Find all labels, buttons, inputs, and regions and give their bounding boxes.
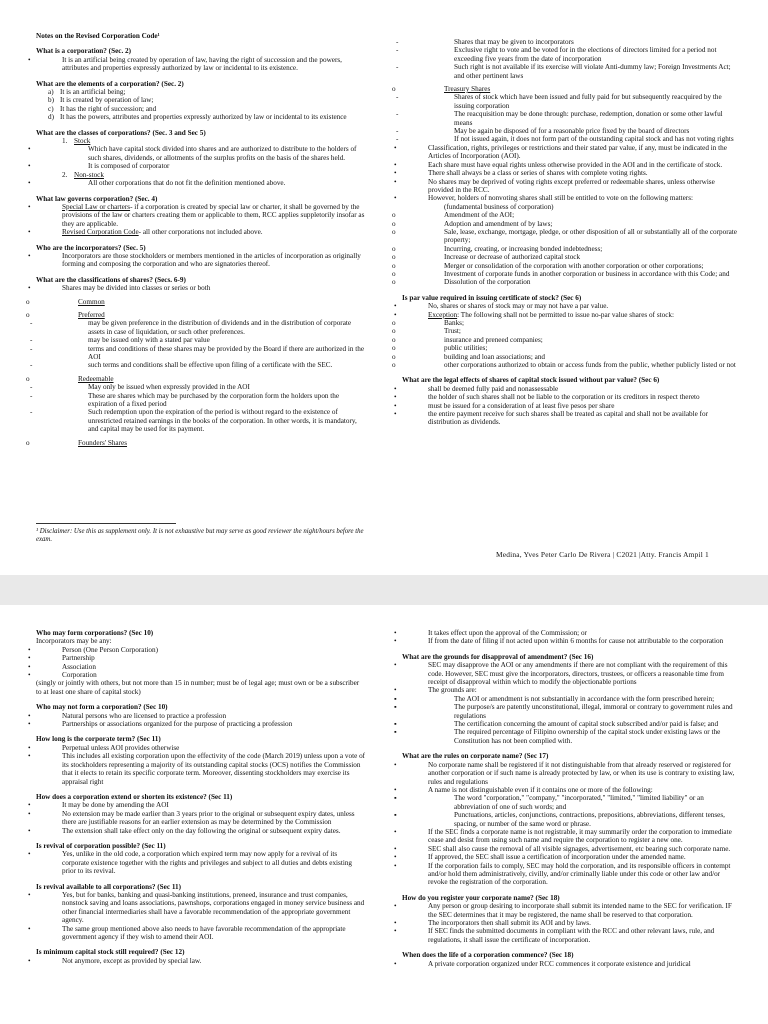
bullet-item (402, 845, 738, 853)
bullet-item (402, 786, 738, 794)
question-heading (402, 376, 738, 384)
bullet-item (402, 410, 738, 427)
line-text: Trust; (444, 327, 461, 336)
question-heading (36, 842, 366, 850)
line-text: What are the classes of corporations? (Sec. 3 and Sec 5) (36, 128, 206, 137)
line-text: Such redemption upon the expiration of the period is without regard to the existence of unrestricted retained earnings in the books of the corporation. In other words, it is mandatory, and capital may be used for its payment. (88, 408, 357, 434)
bullet-item (402, 402, 738, 410)
bullet-item (402, 302, 738, 310)
line-text: Incurring, creating, or increasing bonded indebtedness; (444, 244, 603, 253)
item-number: a) (48, 88, 54, 97)
bullet-item (402, 761, 738, 786)
bullet-item (36, 720, 366, 728)
line-text: Natural persons who are licensed to practice a profession (62, 711, 227, 720)
line-text: The incorporators then shall submit its AOI and by laws. (428, 919, 591, 927)
line-text: If from the date of filing if not acted upon within 6 months for cause not attributable to the corporation (428, 637, 724, 646)
line-text: If approved, the SEC shall issue a certification of incorporation under the amended name. (428, 853, 686, 862)
bullet-item (402, 311, 738, 319)
line-text: What law governs corporation? (Sec. 4) (36, 194, 158, 203)
dash-item (402, 38, 738, 46)
bullet-item (402, 862, 738, 887)
square-item (402, 811, 738, 828)
circle-item (402, 220, 738, 228)
line-text: such terms and conditions shall be effective upon filing of a certificate with the SEC. (88, 361, 333, 370)
item-number: 2. (62, 170, 68, 179)
line-text: Sale, lease, exchange, mortgage, pledge, or other disposition of all or substantially all of the corporate property; (444, 227, 737, 245)
line-text: Partnership (62, 654, 95, 663)
line-text: Person (One Person Corporation) (62, 645, 159, 654)
line-text: Who are the incorporators? (Sec. 5) (36, 243, 146, 252)
line-text: Exclusive right to vote and be voted for in the elections of directors limited for a period not exceeding five years from the date of incorporation (454, 46, 717, 63)
line-text: Treasury Shares (444, 85, 491, 94)
circle-item (402, 327, 738, 335)
bullet-item (36, 744, 366, 752)
line-text: The AOI or amendment is not substantially in accordance with the form prescribed herein; (454, 694, 715, 703)
line-text: The word "corporation," "company," "incorporated," "limited," "limited liability" or an abbreviation of one of such words; and (454, 794, 704, 811)
line-text: building and loan associations; and (444, 352, 546, 361)
underlined-term: Exception (428, 310, 458, 319)
bullet-item (402, 902, 738, 919)
line-text: How do you register your corporate name? (Sec 18) (402, 893, 560, 902)
item-number: 1. (62, 137, 68, 146)
share-class-heading (36, 375, 366, 383)
line-text: What are the rules on corporate name? (Sec 17) (402, 752, 549, 761)
bullet-item (36, 925, 366, 942)
question-heading (36, 948, 366, 956)
line-text: Partnerships or associations organized for the purpose of practicing a profession (62, 720, 293, 729)
circle-item (402, 228, 738, 245)
line-text: the holder of such shares shall not be liable to the corporation or its creditors in respect thereto (428, 393, 700, 402)
bullet-item (402, 686, 738, 694)
bullet-item (36, 252, 366, 269)
circle-item (402, 344, 738, 352)
question-heading (36, 129, 366, 137)
line-text: SEC shall also cause the removal of all visible signages, advertisement, etc bearing such corporate name. (428, 844, 731, 853)
line-text: A private corporation organized under RCC commences it corporate existence and juridical (428, 959, 691, 968)
numbered-item (36, 171, 366, 179)
paragraph (36, 679, 366, 696)
bullet-item (402, 637, 738, 645)
share-class-heading (36, 311, 366, 319)
page-2-right-column (402, 629, 738, 968)
line-text: It may be done by amending the AOI (62, 801, 169, 810)
bullet-item (36, 228, 366, 236)
line-text: SEC may disapprove the AOI or any amendments if there are not compliant with the requirement of this code. However, SEC must give the incorporators, directors, trustees, or officers a reasonable time from receipt of disapproval within which to modify the objectionable portions (428, 661, 728, 687)
circle-item (402, 361, 738, 369)
line-text: The grounds are: (428, 686, 477, 695)
line-text: the entire payment receive for such shares shall be treated as capital and shall not be available for distribution as dividends. (428, 410, 708, 427)
bullet-item (36, 810, 366, 827)
line-text: public utilities; (444, 344, 488, 353)
line-text: Dissolution of the corporation (444, 278, 531, 287)
line-text: Merger or consolidation of the corporation with another corporation or other corporations; (444, 261, 704, 270)
line-text: (fundamental business of corporation) (444, 202, 554, 211)
sub-bullet-item (36, 179, 366, 187)
dash-item (402, 46, 738, 63)
dash-item (402, 110, 738, 127)
question-heading (402, 951, 738, 959)
circle-item (402, 245, 738, 253)
question-heading (36, 883, 366, 891)
line-text: Is minimum capital stock still required? (Sec 12) (36, 948, 185, 957)
line-text: What are the classifications of shares? (Secs. 6-9) (36, 275, 186, 284)
line-text: Each share must have equal rights unless otherwise provided in the AOI and in the certificate of stock. (428, 160, 723, 169)
line-text: It has the powers, attributes and properties expressly authorized by law or incidental to its existence (60, 113, 347, 122)
line-text: No corporate name shall be registered if it not distinguishable from that already reserved or registered for another corporation or if such name is already protected by law, or when its use is contrary to existing law, rules and regulations (428, 760, 735, 786)
line-text: If SEC finds the submitted documents in compliant with the RCC and other relevant laws, rule, and regulations, it shall issue the certificate of incorporation. (428, 927, 715, 944)
line-text: Any person or group desiring to incorporate shall submit its intended name to the SEC for verification. IF the SEC determines that it may be registered, the name shall be reserved to that corporation. (428, 902, 732, 919)
line-text: shall be deemed fully paid and nonassessable (428, 384, 559, 393)
square-item (402, 703, 738, 720)
circle-item (402, 319, 738, 327)
bullet-item (402, 161, 738, 169)
bullet-item (402, 927, 738, 944)
line-text: Perpetual unless AOI provides otherwise (62, 743, 180, 752)
bullet-item (402, 960, 738, 968)
line-text: Shares of stock which have been issued and fully paid for but subsequently reacquired by the issuing corporation (454, 93, 722, 110)
line-text: Incorporators are those stockholders or members mentioned in the articles of incorporation as originally forming and composing the corporation and who are signatories thereof. (62, 251, 361, 269)
line-text: It takes effect upon the approval of the Commission; or (428, 629, 587, 637)
numbered-item (36, 105, 366, 113)
bullet-item (36, 203, 366, 228)
share-class-heading (36, 439, 366, 447)
paragraph (36, 637, 366, 645)
circle-item (402, 211, 738, 219)
bullet-item (36, 663, 366, 671)
question-heading (36, 703, 366, 711)
line-text: other corporations authorized to obtain or access funds from the public, whether publicly listed or not (444, 361, 736, 370)
question-heading (402, 653, 738, 661)
question-heading (36, 629, 366, 637)
question-heading (36, 195, 366, 203)
line-text: must be issued for a consideration of at least five pesos per share (428, 401, 615, 410)
circle-item (402, 336, 738, 344)
line-text: Shares may be divided into classes or series or both (62, 284, 211, 293)
circle-item (402, 253, 738, 261)
line-text: Who may not form a corporation? (Sec 10) (36, 703, 168, 712)
question-heading (402, 894, 738, 902)
line-text: may be given preference in the distribution of dividends and in the distribution of corporate assets in case of liquidation, or such other preferences. (88, 319, 352, 336)
bullet-item (402, 385, 738, 393)
line-text: May only be issued when expressly provided in the AOI (88, 383, 250, 392)
underlined-term: Special Law or charters (62, 202, 131, 211)
question-heading (402, 752, 738, 760)
bullet-item (402, 661, 738, 686)
line-text: Such right is not available if its exercise will violate Anti-dummy law; Foreign Investments Act; and other pertinent laws (454, 63, 731, 80)
sub-bullet-item (36, 145, 366, 162)
line-text: No shares may be deprived of voting rights except preferred or redeemable shares, unless otherwise provided in the RCC. (428, 177, 715, 194)
line-text: Adoption and amendment of by laws; (444, 219, 553, 228)
line-text: How does a corporation extend or shorten its existence? (Sec 11) (36, 792, 233, 801)
numbered-item (36, 88, 366, 96)
dash-item (36, 336, 366, 344)
line-text: If the SEC finds a corporate name is not registrable, it may summarily order the corporation to immediate cease and desist from using such name and require the corporation to register a new one. (428, 827, 732, 845)
bullet-item (402, 629, 738, 637)
line-text: Is revival available to all corporations? (Sec 11) (36, 882, 182, 891)
line-text: It has the right of succession; and (60, 104, 157, 113)
bullet-item (36, 671, 366, 679)
bullet-item (402, 828, 738, 845)
dash-item (36, 383, 366, 391)
footnote: ¹ Disclaimer: Use this as supplement only. It is not exhaustive but may serve as good reviewer the night/hours before the exam. (36, 528, 364, 543)
line-text: There shall always be a class or series of shares with complete voting rights. (428, 169, 648, 178)
dash-item (402, 135, 738, 143)
numbered-item (36, 137, 366, 145)
line-text: Which have capital stock divided into shares and are authorized to distribute to the holders of such shares, dividends, or allotments of the surplus profits on the basis of the shares held. (88, 145, 357, 162)
bullet-item (36, 801, 366, 809)
question-heading (36, 276, 366, 284)
line-text: Is revival of corporation possible? (Sec 11) (36, 841, 166, 850)
share-class-heading (402, 85, 738, 93)
bullet-item (36, 654, 366, 662)
line-text: Yes, unlike in the old code, a corporation which expired term may now apply for a revival of its corporate existence together with the rights and privileges and subject to all duties and debts existing prior to its revival. (62, 850, 353, 876)
line-text: (singly or jointly with others, but not more than 15 in number; must be of legal age; must own or be a subscriber to at least one share of capital stock) (36, 679, 360, 696)
line-text: May be again be disposed of for a reasonable price fixed by the board of directors (454, 127, 690, 136)
line-text: Yes, but for banks, banking and quasi-banking institutions, preneed, insurance and trust companies, nonstock saving and loans associations, pawnshops, corporations engaged in money service business and other financial intermediaries shall have a favorable recommendation of the appropriate government agency. (62, 890, 365, 925)
dash-item (36, 408, 366, 433)
line-text: All other corporations that do not fit the definition mentioned above. (88, 179, 286, 188)
question-heading (36, 47, 366, 55)
line-text: Investment of corporate funds in another corporation or business in accordance with this Code; and (444, 269, 730, 278)
bullet-item (402, 194, 738, 202)
line-text: The certification concerning the amount of capital stock subscribed and/or paid is false; and (454, 720, 719, 729)
page-2 (0, 605, 768, 1024)
line-text: What are the grounds for disapproval of amendment? (Sec 16) (402, 652, 594, 661)
line-text: Corporation (62, 671, 97, 680)
line-text: Redeemable (78, 374, 114, 383)
dash-item (36, 392, 366, 409)
line-text: terms and conditions of these shares may be provided by the Board if there are authorized in the AOI (88, 344, 365, 361)
bullet-item (36, 891, 366, 925)
line-text: This includes all existing corporation upon the effectivity of the code (March 2019) unless upon a vote of its stockholders representing a majority of its outstanding capital stocks (OCS) notifies the Commission that it elects to retain its specific corporate term. Moreover, dissenting stockholders may exercise its appraisal right (62, 752, 366, 786)
square-item (402, 720, 738, 728)
paragraph (402, 203, 738, 211)
line-text: Stock (74, 137, 91, 146)
bullet-item (402, 393, 738, 401)
line-text: However, holders of nonvoting shares shall still be entitled to vote on the following matters: (428, 194, 693, 203)
line-text: What are the elements of a corporation? (Sec. 2) (36, 79, 184, 88)
item-number: c) (48, 104, 54, 113)
sub-bullet-item (36, 162, 366, 170)
line-text: may be issued only with a stated par value (88, 336, 210, 345)
bullet-item (36, 284, 366, 292)
line-text: The purpose/s are patently unconstitutional, illegal, immoral or contrary to government rules and regulations (454, 703, 733, 720)
line-text: - all other corporations not included above. (138, 228, 263, 237)
dash-item (36, 361, 366, 369)
line-text: Classification, rights, privileges or restrictions and their stated par value, if any, must be indicated in the Articles of Incorporation (AOI). (428, 143, 727, 161)
underlined-term: Revised Corporation Code (62, 228, 139, 237)
line-text: It is an artificial being created by operation of law, having the right of succession and the powers, attributes and properties expressly authorized by law or incidental to its existence. (62, 55, 342, 73)
line-text: Who may form corporations? (Sec 10) (36, 629, 154, 637)
bullet-item (36, 646, 366, 654)
item-number: b) (48, 96, 54, 105)
footnote-separator (36, 523, 176, 524)
line-text: Amendment of the AOI; (444, 211, 515, 220)
dash-item (402, 127, 738, 135)
numbered-item (36, 96, 366, 104)
square-item (402, 728, 738, 745)
bullet-item (402, 144, 738, 161)
line-text: The extension shall take effect only on the day following the original or subsequent expiry dates. (62, 826, 341, 835)
circle-item (402, 353, 738, 361)
page-1-left-column (36, 32, 366, 447)
numbered-item (36, 113, 366, 121)
line-text: Punctuations, articles, conjunctions, contractions, prepositions, abbreviations, different tenses, spacing, or number of the same word or phrase. (454, 811, 725, 828)
line-text: It is an artificial being; (60, 88, 126, 97)
line-text: No, shares or shares of stock may or may not have a par value. (428, 302, 609, 311)
page-footer: Medina, Yves Peter Carlo De Rivera | C2021 |Atty. Francis Ampil 1 (496, 550, 709, 559)
page-2-left-column (36, 629, 366, 965)
line-text: Not anymore, except as provided by special law. (62, 956, 202, 965)
line-text: These are shares which may be purchased by the corporation form the holders upon the expiration of a fixed period (88, 391, 340, 409)
question-heading (402, 294, 738, 302)
bullet-item (36, 752, 366, 786)
line-text: : The following shall not be permitted to issue no-par value shares of stock: (457, 310, 674, 319)
share-class-heading (36, 298, 366, 306)
bullet-item (36, 56, 366, 73)
bullet-item (402, 178, 738, 195)
bullet-item (402, 919, 738, 927)
line-text: What are the legal effects of shares of capital stock issued without par value? (Sec 6) (402, 376, 660, 385)
line-text: Founders' Shares (78, 438, 128, 447)
question-heading (36, 32, 366, 40)
question-heading (36, 793, 366, 801)
bullet-item (402, 169, 738, 177)
page-1-right-column (402, 38, 738, 427)
question-heading (36, 80, 366, 88)
line-text: Incorporators may be any: (36, 637, 112, 646)
line-text: Non-stock (74, 170, 104, 179)
line-text: How long is the corporate term? (Sec 11) (36, 735, 161, 744)
line-text: Increase or decrease of authorized capital stock (444, 253, 581, 262)
line-text: Association (62, 662, 96, 671)
line-text: What is a corporation? (Sec. 2) (36, 47, 132, 56)
line-text: It is created by operation of law; (60, 96, 154, 105)
dash-item (36, 319, 366, 336)
bullet-item (36, 850, 366, 875)
question-heading (36, 735, 366, 743)
line-text: If not issued again, it does not form part of the outstanding capital stock and has not voting rights (454, 135, 734, 144)
bullet-item (36, 827, 366, 835)
circle-item (402, 262, 738, 270)
line-text: Common (78, 297, 105, 306)
dash-item (36, 345, 366, 362)
page-gap (0, 575, 768, 605)
circle-item (402, 278, 738, 286)
square-item (402, 794, 738, 811)
item-number: d) (48, 113, 54, 122)
line-text: The required percentage of Filipino ownership of the capital stock under existing laws or the Constitution has not been complied with. (454, 728, 721, 745)
line-text: It is composed of corporator (88, 162, 170, 171)
question-heading (36, 244, 366, 252)
dash-item (402, 93, 738, 110)
square-item (402, 695, 738, 703)
line-text: Is par value required in issuing certificate of stock? (Sec 6) (402, 293, 582, 302)
line-text: If the corporation fails to comply, SEC may hold the corporation, and its responsible officers in contempt and/or hold them administratively, civilly, and/or criminally liable under this code or other law and/or revoke the registration of the corporation. (428, 861, 731, 887)
line-text: Notes on the Revised Corporation Code¹ (36, 32, 160, 40)
bullet-item (36, 957, 366, 965)
line-text: Shares that may be given to incorporators (454, 38, 574, 46)
line-text: Preferred (78, 310, 105, 319)
line-text: - if a corporation is created by special law or charter, it shall be governed by the provisions of the law or charters creating them or applicable to them, RCC applies suppletorily insofar as they are applicable. (62, 202, 365, 228)
line-text: Banks; (444, 319, 464, 327)
circle-item (402, 270, 738, 278)
line-text: insurance and preneed companies; (444, 335, 543, 344)
line-text: The reacquisition may be done through: purchase, redemption, donation or some other lawful means (454, 110, 723, 127)
line-text: A name is not distinguishable even if it contains one or more of the following: (428, 785, 653, 794)
line-text: No extension may be made earlier than 3 years prior to the original or subsequent expiry dates, unless there are justifiable reasons for an earlier extension as may be determined by the Commission (62, 809, 355, 827)
bullet-item (36, 712, 366, 720)
line-text: The same group mentioned above also needs to have favorable recommendation of the appropriate government agency if they wish to amend their AOI. (62, 924, 346, 941)
dash-item (402, 63, 738, 80)
bullet-item (402, 853, 738, 861)
line-text: When does the life of a corporation commence? (Sec 18) (402, 951, 574, 960)
